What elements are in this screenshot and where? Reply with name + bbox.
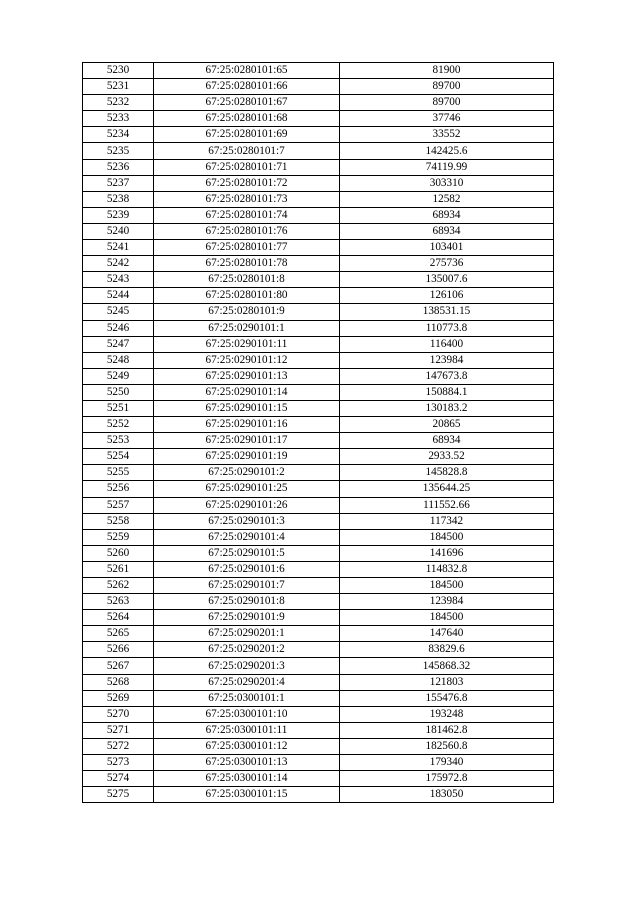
table-row: [83, 738, 554, 754]
cadastral-number-cell: 67:25:0290101:17: [154, 433, 340, 449]
table-row: [83, 497, 554, 513]
row-number-cell: 5237: [83, 175, 154, 191]
cadastral-number-cell: 67:25:0290101:7: [154, 578, 340, 594]
row-number-cell: 5243: [83, 272, 154, 288]
value-cell: 68934: [340, 207, 554, 223]
value-cell: 141696: [340, 545, 554, 561]
table-row: [83, 191, 554, 207]
table-row: [83, 95, 554, 111]
cadastral-number-cell: 67:25:0300101:1: [154, 690, 340, 706]
cadastral-number-cell: 67:25:0290101:26: [154, 497, 340, 513]
row-number-cell: 5249: [83, 368, 154, 384]
row-number-cell: 5248: [83, 352, 154, 368]
table-row: [83, 578, 554, 594]
value-cell: 145868.32: [340, 658, 554, 674]
cadastral-number-cell: 67:25:0290101:13: [154, 368, 340, 384]
cadastral-number-cell: 67:25:0300101:12: [154, 738, 340, 754]
value-cell: 81900: [340, 63, 554, 79]
row-number-cell: 5251: [83, 400, 154, 416]
value-cell: 74119.99: [340, 159, 554, 175]
cadastral-number-cell: 67:25:0300101:15: [154, 787, 340, 803]
cadastral-number-cell: 67:25:0280101:74: [154, 207, 340, 223]
cadastral-number-cell: 67:25:0290101:6: [154, 561, 340, 577]
cadastral-number-cell: 67:25:0290101:1: [154, 320, 340, 336]
table-row: [83, 240, 554, 256]
table-row: [83, 352, 554, 368]
value-cell: 2933.52: [340, 449, 554, 465]
value-cell: 142425.6: [340, 143, 554, 159]
value-cell: 83829.6: [340, 642, 554, 658]
table-row: [83, 755, 554, 771]
table-row: [83, 561, 554, 577]
table-row: [83, 674, 554, 690]
row-number-cell: 5242: [83, 256, 154, 272]
row-number-cell: 5258: [83, 513, 154, 529]
row-number-cell: 5266: [83, 642, 154, 658]
value-cell: 117342: [340, 513, 554, 529]
row-number-cell: 5272: [83, 738, 154, 754]
table-row: [83, 465, 554, 481]
table-row: [83, 400, 554, 416]
value-cell: 147640: [340, 626, 554, 642]
value-cell: 123984: [340, 594, 554, 610]
cadastral-number-cell: 67:25:0280101:73: [154, 191, 340, 207]
cadastral-number-cell: 67:25:0280101:80: [154, 288, 340, 304]
value-cell: 138531.15: [340, 304, 554, 320]
value-cell: 68934: [340, 433, 554, 449]
cadastral-number-cell: 67:25:0290101:16: [154, 417, 340, 433]
row-number-cell: 5260: [83, 545, 154, 561]
cadastral-number-cell: 67:25:0280101:9: [154, 304, 340, 320]
value-cell: 114832.8: [340, 561, 554, 577]
value-cell: 130183.2: [340, 400, 554, 416]
row-number-cell: 5275: [83, 787, 154, 803]
table-row: [83, 449, 554, 465]
cadastral-number-cell: 67:25:0290101:4: [154, 529, 340, 545]
value-cell: 182560.8: [340, 738, 554, 754]
row-number-cell: 5231: [83, 79, 154, 95]
row-number-cell: 5257: [83, 497, 154, 513]
cadastral-number-cell: 67:25:0290201:1: [154, 626, 340, 642]
table-row: [83, 545, 554, 561]
value-cell: 110773.8: [340, 320, 554, 336]
cadastral-number-cell: 67:25:0280101:67: [154, 95, 340, 111]
value-cell: 184500: [340, 610, 554, 626]
row-number-cell: 5244: [83, 288, 154, 304]
table-row: [83, 417, 554, 433]
table-row: [83, 513, 554, 529]
table-row: [83, 288, 554, 304]
table-row: [83, 111, 554, 127]
table-row: [83, 610, 554, 626]
cadastral-number-cell: 67:25:0280101:66: [154, 79, 340, 95]
row-number-cell: 5267: [83, 658, 154, 674]
value-cell: 145828.8: [340, 465, 554, 481]
table-row: [83, 79, 554, 95]
cadastral-number-cell: 67:25:0290101:14: [154, 384, 340, 400]
table-row: [83, 368, 554, 384]
table-body: [83, 63, 554, 803]
row-number-cell: 5262: [83, 578, 154, 594]
row-number-cell: 5261: [83, 561, 154, 577]
cadastral-number-cell: 67:25:0290201:3: [154, 658, 340, 674]
value-cell: 37746: [340, 111, 554, 127]
row-number-cell: 5232: [83, 95, 154, 111]
row-number-cell: 5264: [83, 610, 154, 626]
value-cell: 135007.6: [340, 272, 554, 288]
table-row: [83, 127, 554, 143]
cadastral-number-cell: 67:25:0290101:2: [154, 465, 340, 481]
table-row: [83, 433, 554, 449]
row-number-cell: 5250: [83, 384, 154, 400]
table-row: [83, 143, 554, 159]
value-cell: 20865: [340, 417, 554, 433]
row-number-cell: 5246: [83, 320, 154, 336]
value-cell: 135644.25: [340, 481, 554, 497]
value-cell: 123984: [340, 352, 554, 368]
row-number-cell: 5274: [83, 771, 154, 787]
value-cell: 68934: [340, 223, 554, 239]
cadastral-number-cell: 67:25:0280101:76: [154, 223, 340, 239]
table-row: [83, 722, 554, 738]
value-cell: 193248: [340, 706, 554, 722]
cadastral-number-cell: 67:25:0280101:72: [154, 175, 340, 191]
table-row: [83, 223, 554, 239]
cadastral-number-cell: 67:25:0300101:10: [154, 706, 340, 722]
value-cell: 275736: [340, 256, 554, 272]
row-number-cell: 5253: [83, 433, 154, 449]
row-number-cell: 5236: [83, 159, 154, 175]
cadastral-number-cell: 67:25:0300101:13: [154, 755, 340, 771]
cadastral-number-cell: 67:25:0290101:9: [154, 610, 340, 626]
row-number-cell: 5235: [83, 143, 154, 159]
cadastral-number-cell: 67:25:0280101:77: [154, 240, 340, 256]
value-cell: 184500: [340, 578, 554, 594]
value-cell: 181462.8: [340, 722, 554, 738]
row-number-cell: 5233: [83, 111, 154, 127]
value-cell: 155476.8: [340, 690, 554, 706]
table-row: [83, 787, 554, 803]
value-cell: 183050: [340, 787, 554, 803]
row-number-cell: 5271: [83, 722, 154, 738]
cadastral-number-cell: 67:25:0280101:65: [154, 63, 340, 79]
value-cell: 89700: [340, 79, 554, 95]
cadastral-number-cell: 67:25:0280101:78: [154, 256, 340, 272]
table-row: [83, 384, 554, 400]
row-number-cell: 5252: [83, 417, 154, 433]
cadastral-number-cell: 67:25:0280101:8: [154, 272, 340, 288]
row-number-cell: 5273: [83, 755, 154, 771]
row-number-cell: 5239: [83, 207, 154, 223]
value-cell: 111552.66: [340, 497, 554, 513]
table-row: [83, 594, 554, 610]
table-row: [83, 481, 554, 497]
cadastral-number-cell: 67:25:0290101:8: [154, 594, 340, 610]
value-cell: 175972.8: [340, 771, 554, 787]
row-number-cell: 5230: [83, 63, 154, 79]
value-cell: 89700: [340, 95, 554, 111]
value-cell: 103401: [340, 240, 554, 256]
table-row: [83, 658, 554, 674]
table-row: [83, 207, 554, 223]
data-table: [82, 62, 554, 803]
cadastral-number-cell: 67:25:0280101:71: [154, 159, 340, 175]
table-row: [83, 336, 554, 352]
value-cell: 126106: [340, 288, 554, 304]
value-cell: 303310: [340, 175, 554, 191]
cadastral-number-cell: 67:25:0290101:5: [154, 545, 340, 561]
row-number-cell: 5247: [83, 336, 154, 352]
row-number-cell: 5245: [83, 304, 154, 320]
row-number-cell: 5263: [83, 594, 154, 610]
cadastral-number-cell: 67:25:0290101:11: [154, 336, 340, 352]
cadastral-number-cell: 67:25:0290101:19: [154, 449, 340, 465]
value-cell: 184500: [340, 529, 554, 545]
cadastral-number-cell: 67:25:0300101:14: [154, 771, 340, 787]
table-row: [83, 690, 554, 706]
cadastral-number-cell: 67:25:0280101:7: [154, 143, 340, 159]
value-cell: 150884.1: [340, 384, 554, 400]
row-number-cell: 5255: [83, 465, 154, 481]
row-number-cell: 5241: [83, 240, 154, 256]
value-cell: 147673.8: [340, 368, 554, 384]
value-cell: 179340: [340, 755, 554, 771]
cadastral-number-cell: 67:25:0290201:2: [154, 642, 340, 658]
value-cell: 12582: [340, 191, 554, 207]
cadastral-number-cell: 67:25:0290101:3: [154, 513, 340, 529]
table-row: [83, 642, 554, 658]
value-cell: 116400: [340, 336, 554, 352]
row-number-cell: 5265: [83, 626, 154, 642]
table-row: [83, 626, 554, 642]
row-number-cell: 5240: [83, 223, 154, 239]
table-row: [83, 272, 554, 288]
value-cell: 33552: [340, 127, 554, 143]
table-row: [83, 706, 554, 722]
table-row: [83, 771, 554, 787]
table-row: [83, 304, 554, 320]
table-row: [83, 159, 554, 175]
row-number-cell: 5254: [83, 449, 154, 465]
row-number-cell: 5238: [83, 191, 154, 207]
cadastral-number-cell: 67:25:0290101:12: [154, 352, 340, 368]
table-row: [83, 529, 554, 545]
cadastral-number-cell: 67:25:0280101:68: [154, 111, 340, 127]
row-number-cell: 5269: [83, 690, 154, 706]
cadastral-number-cell: 67:25:0300101:11: [154, 722, 340, 738]
row-number-cell: 5268: [83, 674, 154, 690]
table-row: [83, 63, 554, 79]
row-number-cell: 5256: [83, 481, 154, 497]
table-row: [83, 320, 554, 336]
row-number-cell: 5270: [83, 706, 154, 722]
cadastral-number-cell: 67:25:0290201:4: [154, 674, 340, 690]
table-row: [83, 175, 554, 191]
cadastral-number-cell: 67:25:0280101:69: [154, 127, 340, 143]
value-cell: 121803: [340, 674, 554, 690]
row-number-cell: 5234: [83, 127, 154, 143]
cadastral-number-cell: 67:25:0290101:25: [154, 481, 340, 497]
cadastral-number-cell: 67:25:0290101:15: [154, 400, 340, 416]
table-row: [83, 256, 554, 272]
row-number-cell: 5259: [83, 529, 154, 545]
